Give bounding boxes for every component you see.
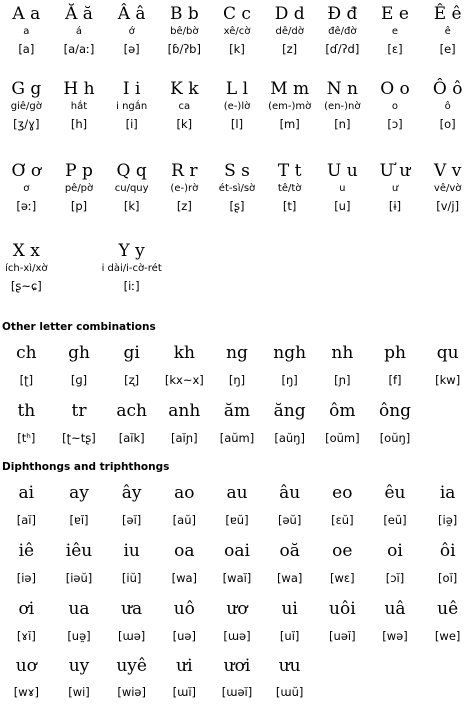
diphthong-entry <box>0 598 53 644</box>
diphthong-entry <box>316 540 369 586</box>
combination: nh <box>331 343 354 363</box>
diphthong-ipa: [ɯə] <box>223 629 251 643</box>
letter-ipa: [o] <box>439 117 456 131</box>
combination-ipa: [kx~x] <box>164 373 204 387</box>
letter: Ư ư <box>379 161 411 181</box>
section-heading-diphthongs: Diphthongs and triphthongs <box>2 461 170 473</box>
diphthong-ipa: [ɐŭ] <box>225 513 249 527</box>
combination-entry <box>316 400 369 446</box>
combination-entry <box>0 342 53 388</box>
diphthong: ưu <box>278 656 301 676</box>
letter-ipa: [m] <box>279 117 300 131</box>
letter: A a <box>12 4 41 24</box>
letter: K k <box>170 79 199 99</box>
diphthong: ưa <box>121 599 143 619</box>
letter-ipa: [h] <box>70 117 88 131</box>
combination: gh <box>68 343 90 363</box>
letter: M m <box>270 79 310 99</box>
letter: L l <box>225 79 249 99</box>
combination: qu <box>436 343 459 363</box>
letter-name: vê/vờ <box>433 183 462 194</box>
diphthongs-row-1 <box>0 482 474 528</box>
diphthong: uy <box>68 656 90 676</box>
diphthong-ipa: [eŭ] <box>383 513 407 527</box>
letter-name: (en-)nờ <box>324 101 361 112</box>
alphabet-entry <box>369 78 422 132</box>
combination: th <box>17 401 36 421</box>
diphthong-ipa: [ɤĭ] <box>16 629 36 643</box>
diphthong-ipa: [ɔĭ] <box>385 571 405 585</box>
letter-ipa: [i] <box>125 117 138 131</box>
letter: S s <box>224 161 250 181</box>
diphthong-ipa: [iəŭ] <box>65 571 93 585</box>
letter-ipa: [ɛ] <box>387 42 403 56</box>
diphthong: ia <box>439 483 456 503</box>
letter-name: (e-)rờ <box>170 183 199 194</box>
letter-name: bê/bờ <box>170 26 199 37</box>
letter: U u <box>326 161 358 181</box>
alphabet-entry <box>369 160 422 214</box>
letter: N n <box>326 79 358 99</box>
letter-name: ích-xì/xờ <box>5 263 48 274</box>
diphthong: êu <box>384 483 406 503</box>
letter-name: giê/gờ <box>10 101 42 112</box>
letter-name: đê/đờ <box>328 26 357 37</box>
letter: Ơ ơ <box>11 161 42 181</box>
letter-ipa: [p] <box>70 199 88 213</box>
letter-ipa: [ə] <box>123 42 140 56</box>
combination-ipa: [aĭk] <box>118 431 145 445</box>
combination: kh <box>173 343 195 363</box>
diphthong-ipa: [əĭ] <box>122 513 142 527</box>
combination: ngh <box>273 343 307 363</box>
diphthong-entry <box>0 540 53 586</box>
diphthong-entry <box>158 540 211 586</box>
letter-name: hắt <box>70 101 88 112</box>
letter-name: o <box>391 101 399 112</box>
diphthongs-row-3 <box>0 598 474 644</box>
combination-ipa: [kw] <box>435 373 461 387</box>
diphthong-entry <box>421 598 474 644</box>
diphthong: ơi <box>18 599 35 619</box>
diphthong-entry <box>105 598 158 644</box>
diphthong: uê <box>437 599 459 619</box>
diphthong-entry <box>105 482 158 528</box>
diphthong-entry <box>158 655 211 700</box>
diphthong: ôi <box>439 541 456 561</box>
diphthong: oai <box>224 541 250 561</box>
alphabet-row-3 <box>0 160 474 214</box>
combination-entry <box>263 342 316 388</box>
alphabet-entry <box>263 160 316 214</box>
combination-entry <box>0 400 53 446</box>
diphthong-ipa: [wa] <box>171 571 198 585</box>
diphthong: oa <box>174 541 195 561</box>
diphthong-ipa: [uĭ] <box>279 629 300 643</box>
combination-entry <box>211 400 264 446</box>
letter: I i <box>122 79 141 99</box>
combination-entry <box>316 342 369 388</box>
letter-ipa: [l] <box>230 117 244 131</box>
combination-ipa: [aŭŋ] <box>274 431 305 445</box>
diphthong-entry <box>316 482 369 528</box>
diphthong-ipa: [uə] <box>172 629 196 643</box>
diphthong-ipa: [wə] <box>382 629 408 643</box>
diphthong-ipa: [ɛŭ] <box>331 513 354 527</box>
alphabet-entry <box>263 78 316 132</box>
letter-name: ét-sì/sờ <box>218 183 256 194</box>
letter-name: ê <box>444 26 451 37</box>
diphthong: oe <box>332 541 353 561</box>
combination: ôm <box>329 401 356 421</box>
letter: Ă ă <box>65 4 93 24</box>
combination-ipa: [oŭŋ] <box>379 431 411 445</box>
alphabet-row-2 <box>0 78 474 132</box>
diphthong-ipa: [wɤ] <box>13 685 39 699</box>
combination-ipa: [oŭm] <box>325 431 360 445</box>
diphthong-ipa: [wa] <box>276 571 303 585</box>
letter: X x <box>12 241 40 261</box>
alphabet-row-1 <box>0 3 474 57</box>
alphabet-entry <box>211 160 264 214</box>
diphthong: ai <box>18 483 35 503</box>
diphthong-ipa: [waĭ] <box>222 571 252 585</box>
alphabet-entry <box>421 3 474 57</box>
alphabet-entry <box>369 3 422 57</box>
diphthong: iêu <box>65 541 93 561</box>
diphthong-entry <box>105 540 158 586</box>
letter-name: ca <box>178 101 191 112</box>
combination-entry <box>105 342 158 388</box>
letter: B b <box>169 4 199 24</box>
alphabet-entry <box>316 3 369 57</box>
letter-name: i ngắn <box>116 101 148 112</box>
alphabet-entry <box>421 160 474 214</box>
diphthong: ao <box>174 483 195 503</box>
combination-ipa: [ɡ] <box>70 373 88 387</box>
alphabet-entry <box>263 3 316 57</box>
letter: E e <box>381 4 409 24</box>
diphthong: iu <box>123 541 140 561</box>
letter-name: dê/dờ <box>275 26 304 37</box>
alphabet-entry <box>105 78 158 132</box>
letter: H h <box>63 79 95 99</box>
letter-name: e <box>391 26 399 37</box>
diphthong: ưi <box>176 656 193 676</box>
diphthong-ipa: [ɯə] <box>118 629 146 643</box>
diphthong-entry <box>421 540 474 586</box>
letter-ipa: [ɔ] <box>387 117 403 131</box>
diphthong-entry <box>369 598 422 644</box>
letter: O o <box>380 79 410 99</box>
diphthong: ui <box>281 599 298 619</box>
diphthong: ua <box>68 599 90 619</box>
alphabet-entry <box>53 160 106 214</box>
letter: Đ đ <box>327 4 358 24</box>
combination-entry <box>105 400 158 446</box>
diphthong-entry <box>263 598 316 644</box>
diphthong-entry <box>369 540 422 586</box>
letter-ipa: [ʂ] <box>229 199 245 213</box>
alphabet-entry <box>158 78 211 132</box>
diphthong-ipa: [uəĭ] <box>329 629 356 643</box>
diphthong-entry <box>263 482 316 528</box>
alphabet-entry <box>53 3 106 57</box>
section-heading-combinations: Other letter combinations <box>2 321 156 333</box>
letter-name: pê/pờ <box>64 183 94 194</box>
diphthong-entry <box>369 482 422 528</box>
diphthong-entry <box>53 655 106 700</box>
combination-ipa: [aŭm] <box>219 431 255 445</box>
letter-ipa: [a] <box>18 42 35 56</box>
letter-ipa: [k] <box>229 42 245 56</box>
letter-ipa: [v/j] <box>436 199 460 213</box>
letter: Q q <box>116 161 147 181</box>
combination-ipa: [f] <box>388 373 402 387</box>
diphthong-entry <box>53 482 106 528</box>
diphthong-entry <box>158 482 211 528</box>
letter-name: á <box>75 26 83 37</box>
alphabet-entry <box>421 78 474 132</box>
diphthong-ipa: [we] <box>434 629 461 643</box>
combination-entry <box>263 400 316 446</box>
diphthong: oă <box>279 541 300 561</box>
diphthong-entry <box>53 540 106 586</box>
letter-name: i dài/i-cờ-rét <box>101 263 162 274</box>
diphthong-entry <box>0 655 53 700</box>
diphthong: ay <box>69 483 89 503</box>
alphabet-row-4 <box>0 240 474 294</box>
letter-ipa: [ʂ~ɕ] <box>10 279 42 293</box>
letter: Â â <box>117 4 146 24</box>
letter: G g <box>11 79 42 99</box>
diphthong-ipa: [aŭ] <box>172 513 196 527</box>
diphthongs-row-4 <box>0 655 474 700</box>
combination: ng <box>226 343 248 363</box>
alphabet-entry <box>53 240 211 294</box>
combination: ăm <box>223 401 251 421</box>
letter: C c <box>223 4 251 24</box>
diphthong: âu <box>279 483 301 503</box>
letter-ipa: [ʒ/ɣ] <box>13 117 40 131</box>
letter-ipa: [a/aː] <box>63 42 95 56</box>
combination: ăng <box>273 401 306 421</box>
letter: P p <box>65 161 93 181</box>
alphabet-entry <box>0 240 53 294</box>
diphthong-ipa: [ɯĭ] <box>172 685 197 699</box>
letter-name: ư <box>391 183 399 194</box>
letter-name: (em-)mờ <box>268 101 312 112</box>
diphthong-ipa: [əŭ] <box>277 513 302 527</box>
diphthong-entry <box>211 540 264 586</box>
alphabet-entry <box>0 3 53 57</box>
combination-ipa: [ʐ] <box>124 373 140 387</box>
combination: ch <box>16 343 37 363</box>
alphabet-entry <box>105 3 158 57</box>
letter-name: xê/cờ <box>223 26 251 37</box>
combination-ipa: [ʈ] <box>19 373 34 387</box>
letter-name: ớ <box>128 26 135 37</box>
alphabet-entry <box>0 78 53 132</box>
combination-entry <box>421 342 474 388</box>
combination-ipa: [aĭɲ] <box>171 431 198 445</box>
letter: Ô ô <box>432 79 463 99</box>
combination-entry <box>158 400 211 446</box>
combination-ipa: [ŋ] <box>228 373 246 387</box>
letter-ipa: [ɗ/ʔd] <box>325 42 360 56</box>
combination-ipa: [ʈ~tʂ] <box>62 431 96 445</box>
combination-entry <box>53 342 106 388</box>
letter-name: a <box>23 26 30 37</box>
alphabet-entry <box>211 3 264 57</box>
diphthong-ipa: [ɯəĭ] <box>221 685 253 699</box>
letter-ipa: [z] <box>282 42 298 56</box>
diphthong: au <box>226 483 248 503</box>
combination: gi <box>123 343 140 363</box>
diphthong: iê <box>18 541 35 561</box>
combinations-row-2 <box>0 400 474 446</box>
combination-entry <box>369 400 422 446</box>
diphthong-ipa: [wiə] <box>117 685 146 699</box>
alphabet-entry <box>316 160 369 214</box>
alphabet-entry <box>158 3 211 57</box>
diphthong-ipa: [iŭ] <box>121 571 142 585</box>
letter-ipa: [iː] <box>123 279 140 293</box>
letter-ipa: [n] <box>334 117 351 131</box>
combination-ipa: [ɲ] <box>334 373 351 387</box>
combination: anh <box>168 401 201 421</box>
combinations-row-1 <box>0 342 474 388</box>
diphthong-entry <box>421 482 474 528</box>
diphthong-ipa: [uə̯] <box>67 629 91 643</box>
letter-name: cu/quy <box>114 183 149 194</box>
diphthong-entry <box>105 655 158 700</box>
diphthong-entry <box>211 598 264 644</box>
alphabet-entry <box>211 78 264 132</box>
letter: V v <box>434 161 462 181</box>
letter-name: (e-)lờ <box>223 101 251 112</box>
diphthong-ipa: [iə̯] <box>438 513 458 527</box>
letter-name: ô <box>444 101 451 112</box>
combination: ông <box>378 401 412 421</box>
diphthong-entry <box>316 598 369 644</box>
diphthong: uôi <box>329 599 356 619</box>
combination-entry <box>369 342 422 388</box>
diphthong-ipa: [iə] <box>16 571 36 585</box>
diphthong: oi <box>387 541 403 561</box>
letter-ipa: [z] <box>176 199 192 213</box>
diphthong-ipa: [wɛ] <box>330 571 355 585</box>
letter: Y y <box>118 241 145 261</box>
letter: R r <box>171 161 198 181</box>
diphthong: ươ <box>226 599 248 619</box>
letter-ipa: [k] <box>176 117 193 131</box>
diphthong-ipa: [aĭ] <box>16 513 36 527</box>
combination: ach <box>116 401 147 421</box>
combination-ipa: [tʰ] <box>17 431 36 445</box>
letter-ipa: [t] <box>282 199 297 213</box>
diphthong: uâ <box>384 599 406 619</box>
combination-ipa: [ŋ] <box>281 373 298 387</box>
diphthong-entry <box>158 598 211 644</box>
letter-ipa: [əː] <box>16 199 37 213</box>
combination-entry <box>158 342 211 388</box>
letter: D d <box>274 4 305 24</box>
letter-ipa: [e] <box>439 42 456 56</box>
diphthong: uyê <box>116 656 147 676</box>
diphthong: uô <box>173 599 195 619</box>
diphthongs-row-2 <box>0 540 474 586</box>
letter-ipa: [k] <box>123 199 140 213</box>
alphabet-entry <box>316 78 369 132</box>
diphthong: eo <box>332 483 353 503</box>
alphabet-entry <box>158 160 211 214</box>
alphabet-entry <box>0 160 53 214</box>
letter-name: ơ <box>23 183 30 194</box>
letter: Ê ê <box>433 4 462 24</box>
diphthong-entry <box>263 655 316 700</box>
diphthong-entry <box>211 482 264 528</box>
combination: ph <box>384 343 406 363</box>
letter-name: tê/tờ <box>277 183 302 194</box>
combination-entry <box>53 400 106 446</box>
diphthong-entry <box>53 598 106 644</box>
diphthong: uơ <box>15 656 37 676</box>
letter-ipa: [u] <box>334 199 351 213</box>
letter: T t <box>277 161 302 181</box>
diphthong-ipa: [wi] <box>68 685 90 699</box>
alphabet-entry <box>53 78 106 132</box>
letter-ipa: [ɓ/ʔb] <box>167 42 201 56</box>
combination: tr <box>71 401 87 421</box>
diphthong-entry <box>263 540 316 586</box>
letter-name: u <box>339 183 346 194</box>
combination-entry <box>211 342 264 388</box>
diphthong-entry <box>0 482 53 528</box>
diphthong: ây <box>121 483 142 503</box>
diphthong-ipa: [ɯŭ] <box>275 685 304 699</box>
alphabet-entry <box>105 160 158 214</box>
diphthong: ươi <box>223 656 251 676</box>
diphthong-ipa: [oĭ] <box>438 571 458 585</box>
diphthong-entry <box>211 655 264 700</box>
diphthong-ipa: [ɐĭ] <box>69 513 89 527</box>
letter-ipa: [ɨ] <box>388 199 402 213</box>
